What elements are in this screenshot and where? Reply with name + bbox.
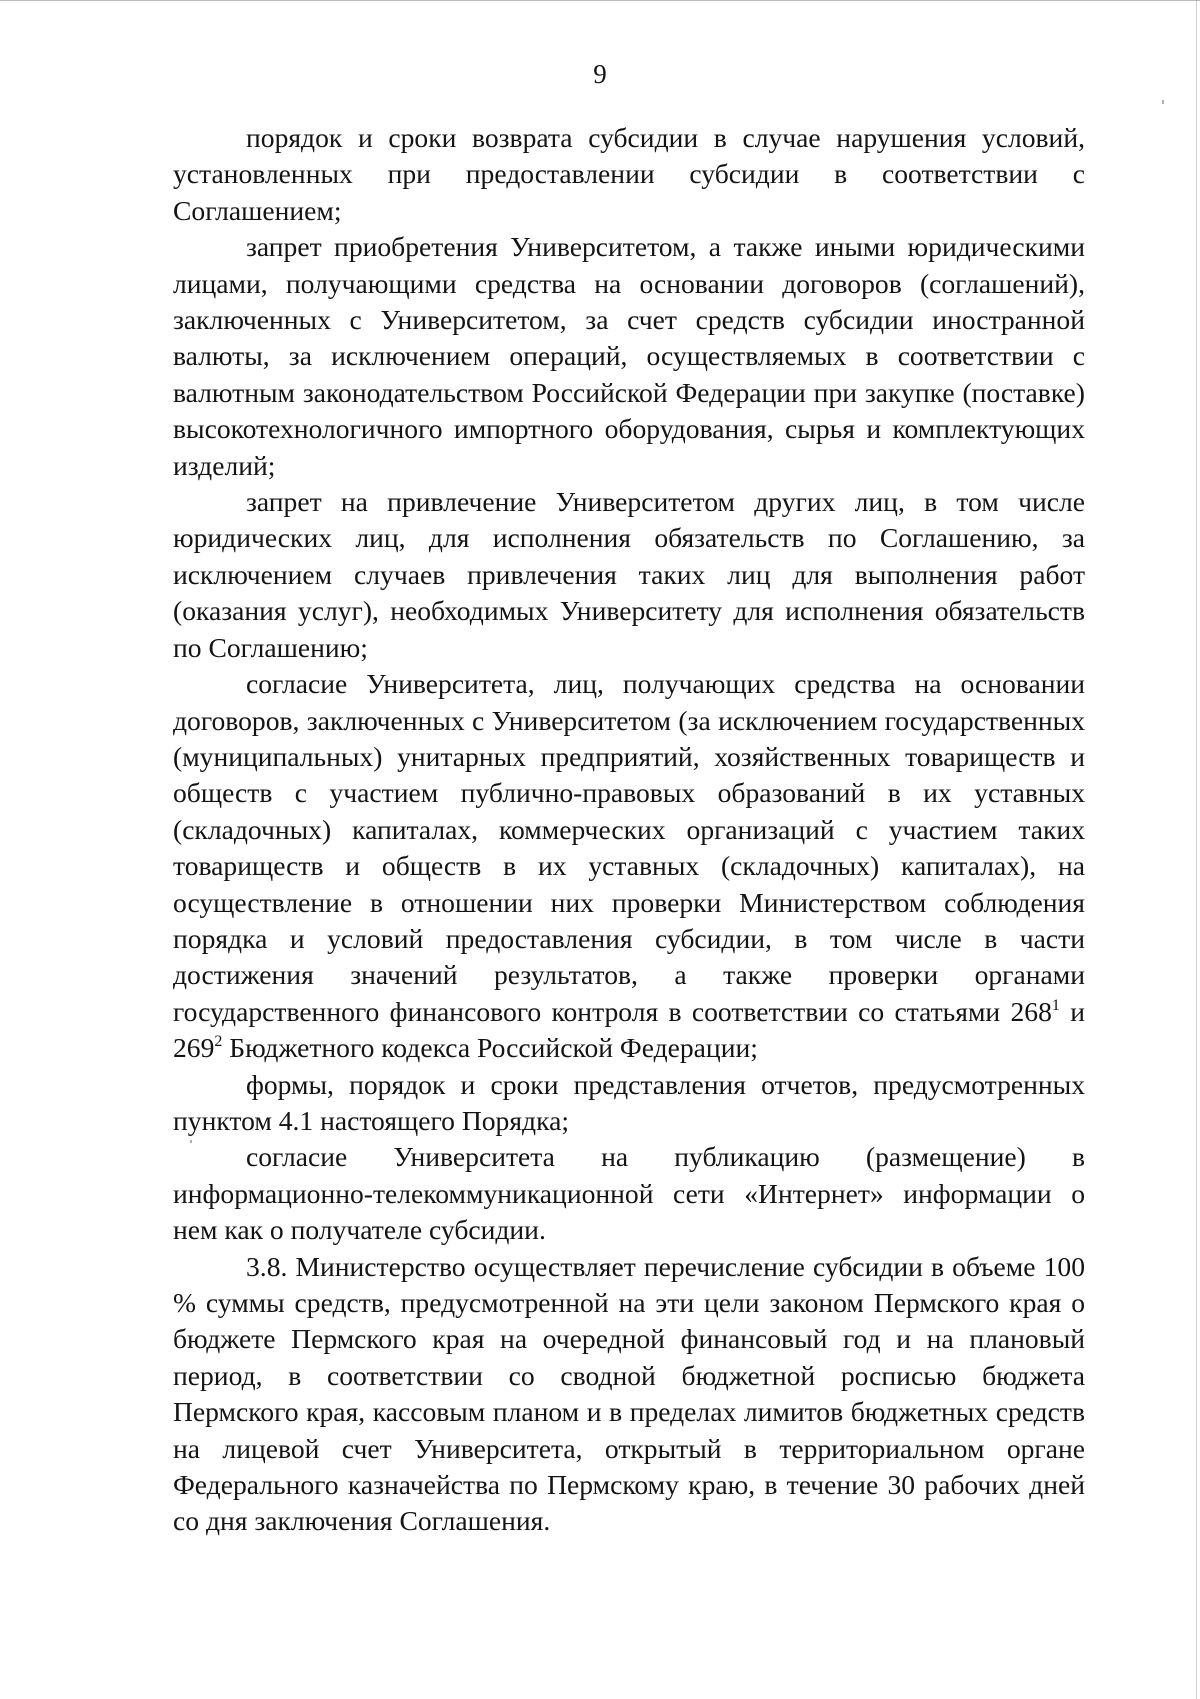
scan-edge-mark-right (1196, 0, 1197, 1699)
scan-edge-mark-top (0, 0, 1200, 1)
paragraph-clause-3-8: 3.8. Министерство осуществляет перечисление субсидии в объеме 100 % суммы средств, предусмотренной на эти цели законом Пермского края о бюджете Пермского края на очередной финансовый год и на плановый период, в соответствии со сводной бюджетной росписью бюджета Пермского края, кассовым планом и в пределах лимитов бюджетных средств на лицевой счет Университета, открытый в территориальном органе Федерального казначейства по Пермскому краю, в течение 30 рабочих дней со дня заключения Соглашения. (173, 1250, 1085, 1537)
article-269-superscript: 2 (214, 1033, 223, 1051)
paragraph-report-forms: формы, порядок и сроки представления отчетов, предусмотренных пунктом 4.1 настоящего Порядка; (173, 1068, 1085, 1136)
paragraph-third-party-ban: запрет на привлечение Университетом других лиц, в том числе юридических лиц, для исполнения обязательств по Соглашению, за исключением случаев привлечения таких лиц для выполнения работ (оказания услуг), необходимых Университету для исполнения обязательств по Соглашению; (173, 486, 1085, 663)
paragraph-refund-procedure: порядок и сроки возврата субсидии в случае нарушения условий, установленных при предоставлении субсидии в соответствии с Соглашением; (173, 122, 1085, 226)
document-body (173, 120, 1085, 1540)
inspection-consent-tail: Бюджетного кодекса Российской Федерации; (222, 1032, 758, 1064)
paragraph-inspection-consent (173, 666, 1085, 1066)
inspection-consent-text: согласие Университета, лиц, получающих средства на основании договоров, заключенных с Университетом (за исключением государственных (муниципальных) унитарных предприятий, хозяйственных товариществ и обществ с участием публично-правовых образований в их уставных (складочных) капиталах, коммерческих организаций с участием таких товариществ и обществ в их уставных (складочных) капиталах), на осуществление в отношении них проверки Министерством соблюдения порядка и условий предоставления субсидии, в том числе в части достижения значений результатов, а также проверки органами государственного финансового контроля в соответствии со статьями 268 (173, 668, 1085, 1027)
article-268-superscript: 1 (1051, 996, 1060, 1014)
scan-dot-mark (1162, 100, 1164, 104)
paragraph-foreign-currency-ban: запрет приобретения Университетом, а также иными юридическими лицами, получающими средства на основании договоров (соглашений), заключенных с Университетом, за счет средств субсидии иностранной валюты, за исключением операций, осуществляемых в соответствии с валютным законодательством Российской Федерации при закупке (поставке) высокотехнологичного импортного оборудования, сырья и комплектующих изделий; (173, 231, 1085, 481)
page-number: 9 (593, 59, 607, 89)
inspection-consent-mid: и 269 (173, 995, 1085, 1064)
paragraph-publication-consent: согласие Университета на публикацию (размещение) в информационно-телекоммуникационной сети «Интернет» информации о нем как о получателе субсидии. (173, 1141, 1085, 1246)
scan-dot-mark-lower (190, 1140, 192, 1143)
